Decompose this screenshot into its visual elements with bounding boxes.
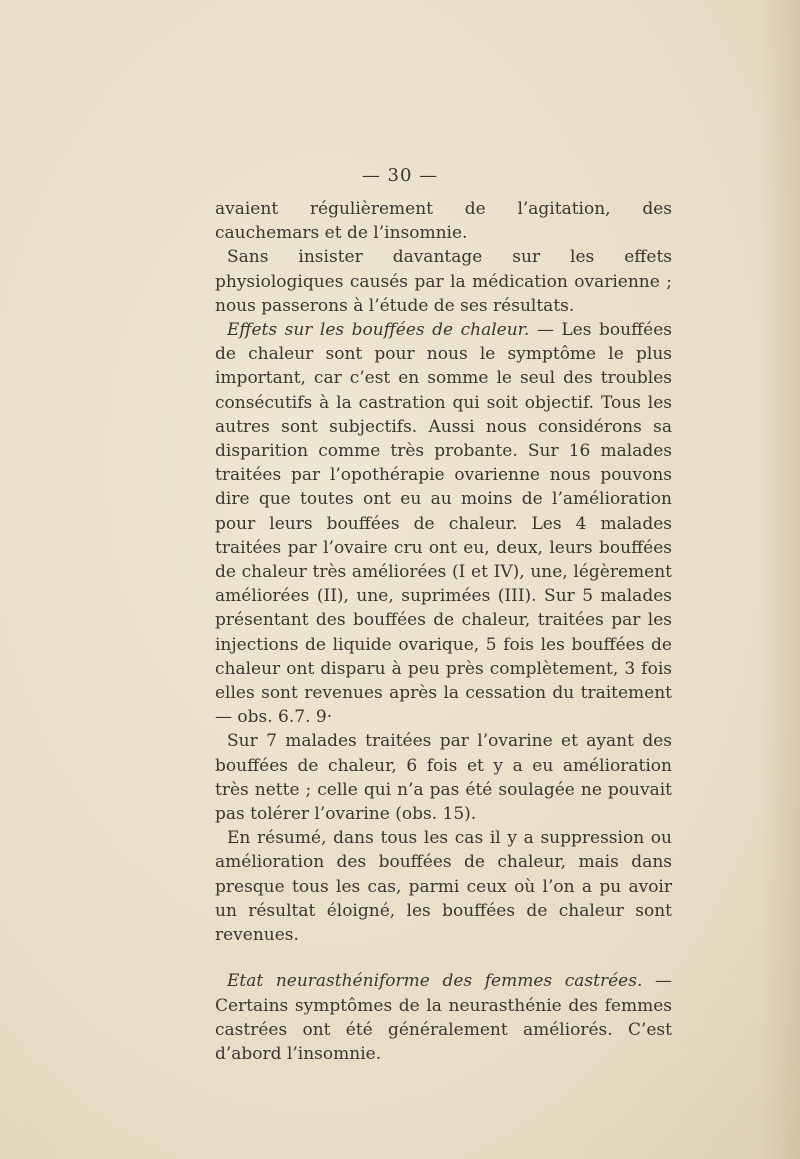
paragraph-4: Sur 7 malades traitées par l’ovarine et ayant des bouffées de chaleur, 6 fois et y a eu amélioration très nette ; celle qui n’a pas été soulagée ne pouvait pas tolérer l’ovarine (obs. 15). bbox=[215, 731, 672, 825]
paragraph-3 bbox=[215, 318, 672, 729]
paragraph-2: Sans insister davantage sur les effets physiologiques causés par la médication ovarienne ; nous passerons à l’étude de ses résultats. bbox=[215, 247, 672, 316]
page-number: — 30 — bbox=[361, 165, 439, 186]
section-heading-neurasthenia: Etat neurasthéniforme des femmes castrées. bbox=[227, 971, 643, 992]
paragraph-6-body: — Certains symptômes de la neurasthénie des femmes castrées ont été généralement améliorés. C’est d’abord l’insomnie. bbox=[215, 971, 673, 1064]
paragraph-3-body: — Les bouffées de chaleur sont pour nous le symptôme le plus important, car c’est en somme le seul des troubles consécutifs à la castration qui soit objectif. Tous les autres sont subjectifs. Aussi nous considérons sa disparition comme très probante. Sur 16 malades traitées par l’opothérapie ovarienne nous pouvons dire que toutes ont eu au moins de l’amélioration pour leurs bouffées de chaleur. Les 4 malades traitées par l’ovaire cru ont eu, deux, leurs bouffées de chaleur très améliorées (I et IV), une, légèrement améliorées (II), une, suprimées (III). Sur 5 malades présentant des bouffées de chaleur, traitées par les injections de liquide ovarique, 5 fois les bouffées de chaleur ont disparu à peu près complètement, 3 fois elles sont revenues après la cessation du traitement — obs. 6.7. 9· bbox=[215, 320, 672, 728]
paragraph-5: En résumé, dans tous les cas il y a suppression ou amélioration des bouffées de chaleur, mais dans presque tous les cas, parmi ceux où l’on a pu avoir un résultat éloigné, les bouffées de chaleur sont revenues. bbox=[215, 828, 672, 946]
paragraph-1: avaient régulièrement de l’agitation, des cauchemars et de l’insomnie. bbox=[215, 199, 672, 244]
body-text bbox=[215, 197, 672, 1066]
section-gap bbox=[215, 947, 672, 969]
section-heading-hot-flashes: Effets sur les bouffées de chaleur. bbox=[227, 320, 530, 341]
paragraph-6 bbox=[215, 969, 672, 1066]
